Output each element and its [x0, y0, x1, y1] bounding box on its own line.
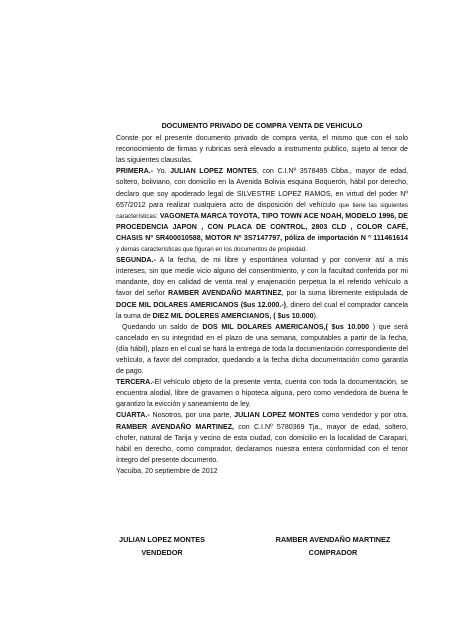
balance-amount: DOS MIL DOLARES AMERICANOS,( $us 10.000 — [202, 322, 370, 331]
clause-text: Quedando un saldo de — [122, 322, 203, 331]
seller-signature-name: JULIAN LOPEZ MONTES — [119, 535, 205, 544]
clause-text: ) que será cancelado en su integridad en el plazo de una semana, computables a partir de la fecha, (día hábil), plazo en el cual se hará la entrega de toda la documentación correspondiente del vehículo, a favor del comprador, quedando a la fecha dicha documentación como garantía de pago. — [116, 322, 408, 376]
clause-text: , por la suma libremente estipulada de — [281, 289, 408, 298]
clause-text: Nosotros, por una parte, — [149, 411, 235, 420]
clause-text: Yo. — [153, 167, 171, 176]
buyer-signature-role: COMPRADOR — [308, 548, 358, 557]
clause-text: : — [155, 211, 160, 220]
clause-text: ). — [313, 311, 318, 320]
buyer-name: RAMBER AVENDAÑO MARTINEZ — [167, 289, 282, 298]
clause-text: A la fecha, de mi libre y espontánea voluntad y por convenir así a mis intereses, sin que medie vicio alguno del consentimiento, y con la facultad conferida por mi mandante, doy en calidad de venta real y enajenación perpetua la el referido vehículo a favor del señor — [116, 256, 408, 298]
clause-text: , con C.I.Nº 3578495 Cbba., mayor de edad, soltero, boliviano, con domicilio en la Avenida Bolivia esquina Boquerón, hábil por derecho, declaro que soy apoderado legal de SILVESTRE LOPEZ RAMOS, en virtud del poder Nº 657/2012 para realizar cualquiera acto de disposición del vehículo — [116, 167, 408, 209]
intro-paragraph: Conste por el presente documento privado de compra venta, el mismo que con el solo reconocimiento de firmas y rubricas será elevado a instrumento publico, sujeto al tenor de las siguientes clausulas. — [116, 134, 408, 165]
seller-signature-block — [92, 533, 232, 559]
clause-label: TERCERA.- — [116, 378, 155, 387]
amount-paid: DIEZ MIL DOLERES AMERCIANOS, ( $us 10.000 — [152, 311, 314, 320]
buyer-signature-block — [258, 533, 408, 559]
clause-text: con C.I.Nº 5780369 Tja., mayor de edad, soltero, chofer, natural de Tarija y vecino de esta ciudad, con domicilio en la localidad de Carapari, hábil en derecho, como comprador, declaramos nuestra entera conformidad con el tenor íntegro del presente documento. — [116, 422, 408, 464]
balance-paragraph — [116, 322, 408, 377]
clause-label: PRIMERA.- — [116, 167, 154, 176]
clause-text: , dinero del cual el comprador cancela la suma de — [116, 300, 408, 320]
clause-label: CUARTA.- — [116, 411, 150, 420]
document-title: DOCUMENTO PRIVADO DE COMPRA VENTA DE VEHICULO — [161, 122, 363, 130]
buyer-name: RAMBER AVENDAÑO MARTINEZ, — [116, 422, 235, 431]
seller-name: JULIAN LOPEZ MONTES — [170, 167, 257, 176]
clause-tercera — [116, 377, 408, 410]
buyer-signature-name: RAMBER AVENDAÑO MARTINEZ — [275, 535, 391, 544]
clause-segunda — [116, 255, 408, 322]
place-date: Yacuiba, 20 septiembre de 2012 — [116, 466, 218, 475]
clause-primera — [116, 166, 408, 255]
clause-small-text: que tiene las siguientes características — [116, 201, 409, 220]
seller-name: JULIAN LOPEZ MONTES — [234, 411, 320, 420]
sale-price: DOCE MIL DOLARES AMERICANOS ($us 12.000.-) — [116, 300, 287, 309]
vehicle-description: VAGONETA MARCA TOYOTA, TIPO TOWN ACE NOAH, MODELO 1996, DE PROCEDENCIA JAPON , CON PLACA DE CONTROL, 2803 CLD , COLOR CAFÉ, CHASIS Nº SR400010588, MOTOR Nº 3S7147797, póliza de importación N º 111461614 — [116, 211, 408, 242]
clause-text: como vendedor y por otra, — [319, 411, 408, 420]
seller-signature-role: VENDEDOR — [141, 548, 183, 557]
clause-text: El vehículo objeto de la presente venta, cuenta con toda la documentación, se encuentra alodial, libre de gravamen o hipoteca alguna, pero como vendedora de buena fe garantizo la evicción y saneamiento de ley. — [116, 378, 408, 409]
contract-body — [116, 121, 408, 477]
clause-small-text: y demás características que figuran en los documentos de propiedad. — [116, 246, 307, 254]
clause-cuarta — [116, 410, 408, 465]
clause-label: SEGUNDA.- — [116, 256, 156, 265]
